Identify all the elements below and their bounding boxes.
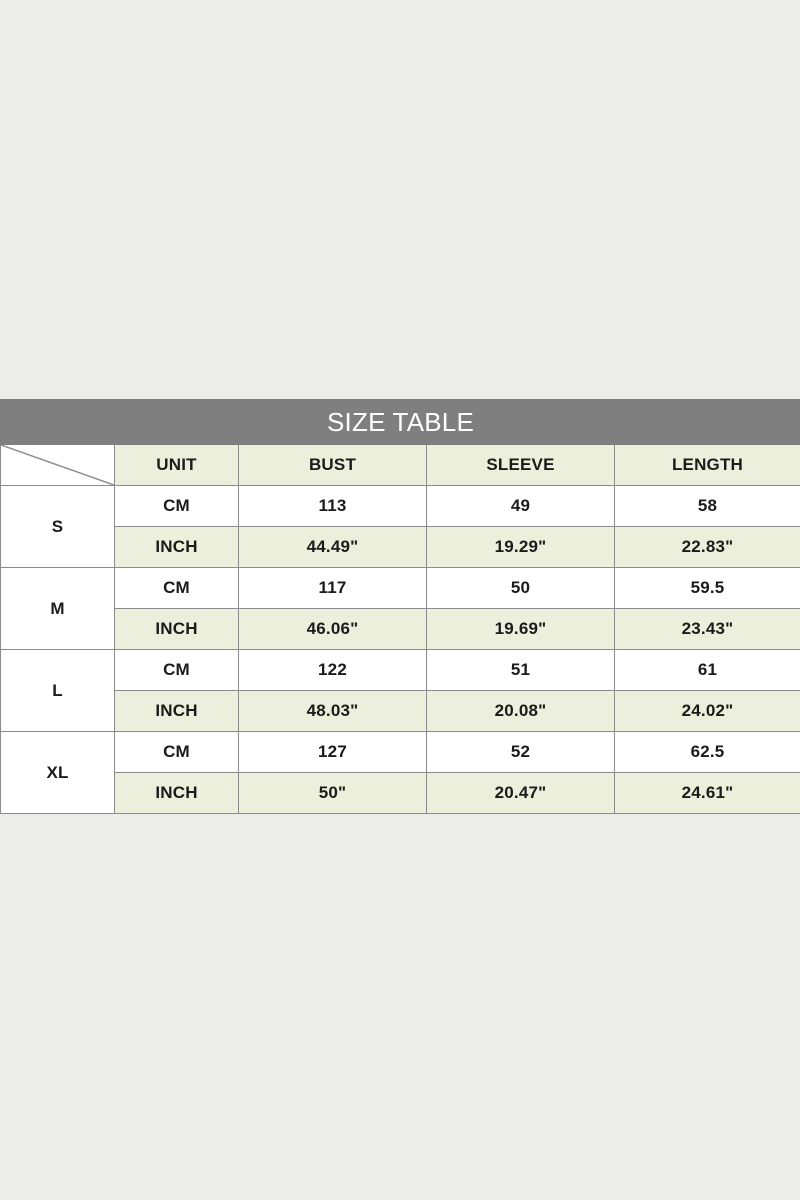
size-label-s: S	[1, 486, 115, 568]
cell-m-cm-length: 59.5	[615, 568, 800, 609]
table-row	[1, 486, 800, 527]
table-row	[1, 568, 800, 609]
size-table	[0, 399, 800, 814]
cell-xl-inch-bust: 50"	[239, 773, 427, 814]
cell-s-cm-sleeve: 49	[427, 486, 615, 527]
diagonal-split-icon	[1, 445, 115, 486]
table-row	[1, 732, 800, 773]
cell-m-inch-sleeve: 19.69"	[427, 609, 615, 650]
cell-s-inch-bust: 44.49"	[239, 527, 427, 568]
cell-m-inch-length: 23.43"	[615, 609, 800, 650]
unit-label-inch: INCH	[115, 527, 239, 568]
unit-label-cm: CM	[115, 568, 239, 609]
cell-l-cm-sleeve: 51	[427, 650, 615, 691]
cell-xl-inch-sleeve: 20.47"	[427, 773, 615, 814]
table-title-row	[1, 400, 800, 445]
size-label-l: L	[1, 650, 115, 732]
cell-xl-cm-bust: 127	[239, 732, 427, 773]
cell-s-cm-length: 58	[615, 486, 800, 527]
cell-xl-cm-sleeve: 52	[427, 732, 615, 773]
cell-l-cm-length: 61	[615, 650, 800, 691]
unit-label-cm: CM	[115, 650, 239, 691]
cell-l-inch-length: 24.02"	[615, 691, 800, 732]
column-header-sleeve: SLEEVE	[427, 445, 615, 486]
size-label-m: M	[1, 568, 115, 650]
table-header-row	[1, 445, 800, 486]
cell-l-cm-bust: 122	[239, 650, 427, 691]
unit-label-inch: INCH	[115, 609, 239, 650]
unit-label-cm: CM	[115, 486, 239, 527]
size-table-container	[0, 399, 800, 814]
size-label-xl: XL	[1, 732, 115, 814]
cell-s-cm-bust: 113	[239, 486, 427, 527]
unit-label-cm: CM	[115, 732, 239, 773]
column-header-bust: BUST	[239, 445, 427, 486]
column-header-unit: UNIT	[115, 445, 239, 486]
size-table-title: SIZE TABLE	[1, 400, 800, 445]
column-header-length: LENGTH	[615, 445, 800, 486]
cell-m-inch-bust: 46.06"	[239, 609, 427, 650]
cell-s-inch-sleeve: 19.29"	[427, 527, 615, 568]
cell-m-cm-sleeve: 50	[427, 568, 615, 609]
cell-m-cm-bust: 117	[239, 568, 427, 609]
unit-label-inch: INCH	[115, 773, 239, 814]
table-row	[1, 609, 800, 650]
table-row	[1, 527, 800, 568]
cell-xl-cm-length: 62.5	[615, 732, 800, 773]
table-row	[1, 773, 800, 814]
cell-xl-inch-length: 24.61"	[615, 773, 800, 814]
cell-l-inch-bust: 48.03"	[239, 691, 427, 732]
cell-l-inch-sleeve: 20.08"	[427, 691, 615, 732]
table-row	[1, 691, 800, 732]
unit-label-inch: INCH	[115, 691, 239, 732]
cell-s-inch-length: 22.83"	[615, 527, 800, 568]
table-row	[1, 650, 800, 691]
